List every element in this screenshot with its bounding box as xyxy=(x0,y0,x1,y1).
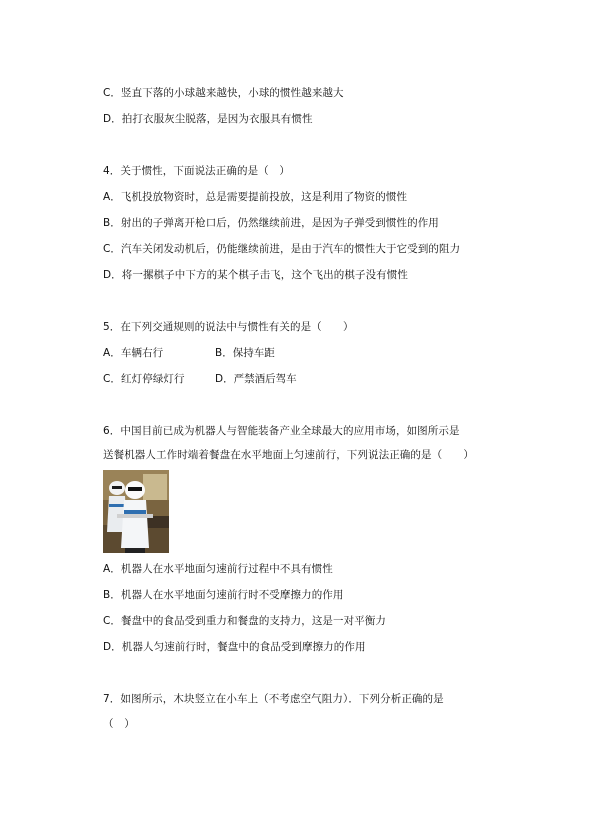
q5-stem: 5．在下列交通规则的说法中与惯性有关的是（ ） xyxy=(103,321,354,333)
q4-option-a: A．飞机投放物资时，总是需要提前投放，这是利用了物资的惯性 xyxy=(103,191,408,203)
q5-option-d: D．严禁酒后驾车 xyxy=(215,373,297,385)
q6-option-c: C．餐盘中的食品受到重力和餐盘的支持力，这是一对平衡力 xyxy=(103,615,387,627)
q6-stem-line1: 6．中国目前已成为机器人与智能装备产业全球最大的应用市场，如图所示是 xyxy=(103,425,460,437)
q7-stem-line2: （ ） xyxy=(103,718,135,730)
q6-option-b: B．机器人在水平地面匀速前行时不受摩擦力的作用 xyxy=(103,589,344,601)
q5-option-c: C．红灯停绿灯行 xyxy=(103,373,185,385)
q4-option-b: B．射出的子弹离开枪口后，仍然继续前进，是因为子弹受到惯性的作用 xyxy=(103,217,439,229)
q6-stem-line2: 送餐机器人工作时端着餐盘在水平地面上匀速前行，下列说法正确的是（ ） xyxy=(103,449,474,461)
q5-option-a: A．车辆右行 xyxy=(103,347,164,359)
q4-stem: 4．关于惯性，下面说法正确的是（ ） xyxy=(103,165,290,177)
q4-option-c: C．汽车关闭发动机后，仍能继续前进，是由于汽车的惯性大于它受到的阻力 xyxy=(103,243,461,255)
q5-option-b: B．保持车距 xyxy=(215,347,275,359)
q6-option-a: A．机器人在水平地面匀速前行过程中不具有惯性 xyxy=(103,563,333,575)
q4-option-d: D．将一摞棋子中下方的某个棋子击飞，这个飞出的棋子没有惯性 xyxy=(103,269,408,281)
robot-waiter-photo xyxy=(103,470,169,553)
q3-option-c: C．竖直下落的小球越来越快，小球的惯性越来越大 xyxy=(103,87,344,99)
q6-option-d: D．机器人匀速前行时，餐盘中的食品受到摩擦力的作用 xyxy=(103,641,366,653)
q7-stem-line1: 7．如图所示，木块竖立在小车上（不考虑空气阻力）．下列分析正确的是 xyxy=(103,693,444,705)
q3-option-d: D．拍打衣服灰尘脱落，是因为衣服具有惯性 xyxy=(103,113,313,125)
